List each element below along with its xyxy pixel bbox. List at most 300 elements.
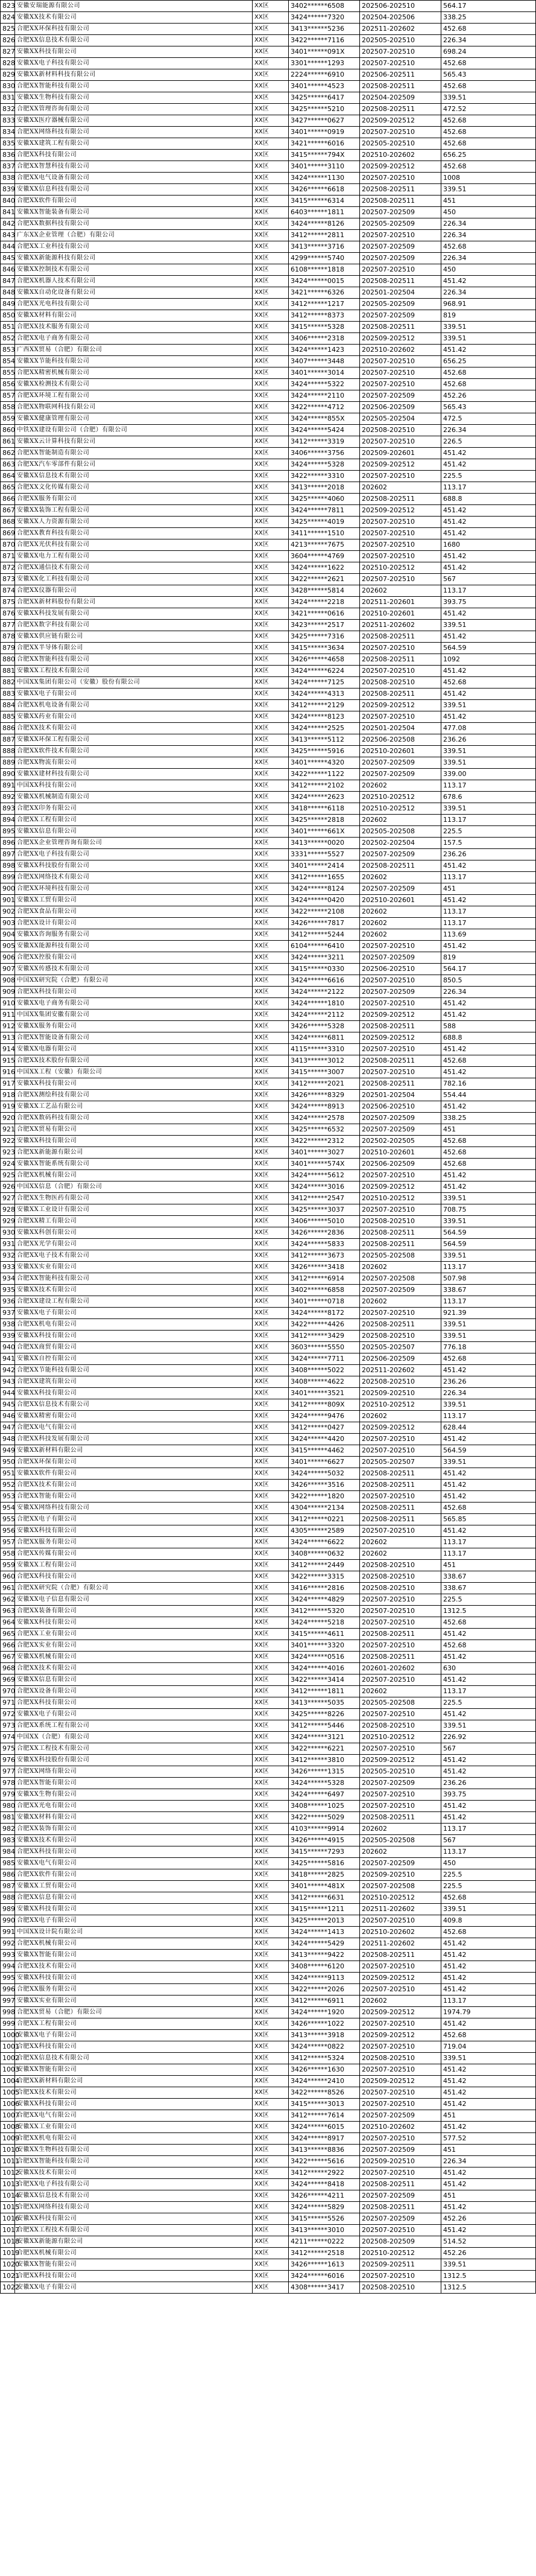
district-cell: XX区 xyxy=(253,322,289,333)
row-number-cell: 847 xyxy=(1,276,15,287)
period-cell: 202507-202510 xyxy=(360,471,441,482)
table-row xyxy=(1,872,536,883)
period-cell: 202509-202512 xyxy=(360,333,441,345)
table-row xyxy=(1,1996,536,2007)
company-name-cell: 安徽XX精密有限公司 xyxy=(15,1411,253,1422)
period-cell: 202511-202602 xyxy=(360,1904,441,1915)
district-cell: XX区 xyxy=(253,459,289,471)
period-cell: 202602 xyxy=(360,1262,441,1273)
district-cell: XX区 xyxy=(253,2053,289,2064)
table-row xyxy=(1,723,536,734)
period-cell: 202508-202511 xyxy=(360,1239,441,1250)
company-name-cell: 合肥XX机电有限公司 xyxy=(15,1319,253,1331)
company-name-cell: 广西XX贸易（合肥）有限公司 xyxy=(15,345,253,356)
table-row xyxy=(1,608,536,620)
amount-cell: 452.68 xyxy=(441,2030,536,2041)
period-cell: 202507-202510 xyxy=(360,2099,441,2110)
id-number-cell: 3413******9422 xyxy=(289,1950,360,1961)
company-name-cell: 安徽XX科技有限公司 xyxy=(15,2099,253,2110)
period-cell: 202508-202511 xyxy=(360,654,441,666)
district-cell: XX区 xyxy=(253,1846,289,1858)
row-number-cell: 894 xyxy=(1,815,15,826)
table-row xyxy=(1,115,536,127)
district-cell: XX区 xyxy=(253,872,289,883)
period-cell: 202507-202509 xyxy=(360,757,441,769)
company-name-cell: 合肥XX数码科技有限公司 xyxy=(15,1113,253,1124)
row-number-cell: 932 xyxy=(1,1250,15,1262)
company-name-cell: 合肥XX机械有限公司 xyxy=(15,1938,253,1950)
id-number-cell: 3422******2026 xyxy=(289,1984,360,1996)
amount-cell: 452.68 xyxy=(441,677,536,689)
row-number-cell: 925 xyxy=(1,1170,15,1181)
amount-cell: 451.42 xyxy=(441,1010,536,1021)
table-row xyxy=(1,826,536,838)
company-name-cell: 合肥XX智能有限公司 xyxy=(15,1491,253,1503)
amount-cell: 450 xyxy=(441,1858,536,1869)
district-cell: XX区 xyxy=(253,127,289,138)
district-cell: XX区 xyxy=(253,585,289,597)
district-cell: XX区 xyxy=(253,2167,289,2179)
amount-cell: 451.42 xyxy=(441,2099,536,2110)
amount-cell: 339.51 xyxy=(441,92,536,104)
amount-cell: 339.51 xyxy=(441,184,536,196)
row-number-cell: 1015 xyxy=(1,2202,15,2213)
row-number-cell: 848 xyxy=(1,287,15,299)
company-name-cell: 合肥XX软件有限公司 xyxy=(15,1869,253,1881)
period-cell: 202508-202511 xyxy=(360,494,441,505)
company-name-cell: 安徽XX科技有限公司 xyxy=(15,1617,253,1629)
district-cell: XX区 xyxy=(253,1101,289,1113)
period-cell: 202509-202512 xyxy=(360,1032,441,1044)
district-cell: XX区 xyxy=(253,769,289,780)
period-cell: 202507-202509 xyxy=(360,1858,441,1869)
id-number-cell: 3407******3448 xyxy=(289,356,360,367)
company-name-cell: 合肥XX技术服务有限公司 xyxy=(15,322,253,333)
district-cell: XX区 xyxy=(253,1170,289,1181)
id-number-cell: 3421******6326 xyxy=(289,287,360,299)
period-cell: 202508-202510 xyxy=(360,1560,441,1571)
row-number-cell: 941 xyxy=(1,1353,15,1365)
district-cell: XX区 xyxy=(253,1262,289,1273)
district-cell: XX区 xyxy=(253,58,289,69)
company-name-cell: 安徽XX建材科技有限公司 xyxy=(15,769,253,780)
row-number-cell: 860 xyxy=(1,425,15,436)
company-name-cell: 合肥XX信息有限公司 xyxy=(15,1892,253,1904)
table-row xyxy=(1,1250,536,1262)
company-name-cell: 安徽XX检测技术有限公司 xyxy=(15,379,253,390)
district-cell: XX区 xyxy=(253,207,289,218)
amount-cell: 226.34 xyxy=(441,287,536,299)
company-name-cell: 合肥XX工程有限公司 xyxy=(15,815,253,826)
id-number-cell: 3422******2621 xyxy=(289,574,360,585)
period-cell: 202508-202510 xyxy=(360,425,441,436)
amount-cell: 451.42 xyxy=(441,1766,536,1778)
amount-cell: 1680 xyxy=(441,539,536,551)
id-number-cell: 3415******0330 xyxy=(289,964,360,975)
amount-cell: 452.68 xyxy=(441,1159,536,1170)
company-name-cell: 合肥XX生物医药有限公司 xyxy=(15,1193,253,1204)
period-cell: 202509-202512 xyxy=(360,2007,441,2018)
amount-cell: 450 xyxy=(441,264,536,276)
period-cell: 202508-202511 xyxy=(360,2179,441,2190)
period-cell: 202508-202511 xyxy=(360,1319,441,1331)
id-number-cell: 3422******1122 xyxy=(289,769,360,780)
amount-cell: 451.42 xyxy=(441,459,536,471)
company-name-cell: 安徽XX科技有限公司 xyxy=(15,1973,253,1984)
id-number-cell: 3401******0919 xyxy=(289,127,360,138)
table-row xyxy=(1,883,536,895)
table-row xyxy=(1,1583,536,1594)
period-cell: 202505-202510 xyxy=(360,35,441,46)
row-number-cell: 890 xyxy=(1,769,15,780)
row-number-cell: 877 xyxy=(1,620,15,631)
amount-cell: 339.51 xyxy=(441,1331,536,1342)
table-row xyxy=(1,895,536,906)
district-cell: XX区 xyxy=(253,1216,289,1227)
district-cell: XX区 xyxy=(253,1136,289,1147)
row-number-cell: 939 xyxy=(1,1331,15,1342)
district-cell: XX区 xyxy=(253,1961,289,1973)
row-number-cell: 990 xyxy=(1,1915,15,1927)
id-number-cell: 3301******1293 xyxy=(289,58,360,69)
company-name-cell: 安徽XX信息技术有限公司 xyxy=(15,471,253,482)
period-cell: 202507-202510 xyxy=(360,517,441,528)
table-row xyxy=(1,528,536,539)
period-cell: 202510-202512 xyxy=(360,2248,441,2259)
company-name-cell: 安徽XX控制技术有限公司 xyxy=(15,264,253,276)
company-name-cell: 合肥XX实业有限公司 xyxy=(15,1640,253,1652)
table-row xyxy=(1,918,536,929)
table-row xyxy=(1,92,536,104)
id-number-cell: 3413******3012 xyxy=(289,1055,360,1067)
district-cell: XX区 xyxy=(253,379,289,390)
amount-cell: 451.42 xyxy=(441,1709,536,1720)
company-name-cell: 安徽XX科技发展有限公司 xyxy=(15,608,253,620)
district-cell: XX区 xyxy=(253,150,289,161)
amount-cell: 339.51 xyxy=(441,803,536,815)
row-number-cell: 966 xyxy=(1,1640,15,1652)
district-cell: XX区 xyxy=(253,287,289,299)
district-cell: XX区 xyxy=(253,551,289,562)
table-row xyxy=(1,1560,536,1571)
id-number-cell: 3424******8126 xyxy=(289,218,360,230)
id-number-cell: 3424******2122 xyxy=(289,987,360,998)
amount-cell: 1092 xyxy=(441,654,536,666)
row-number-cell: 986 xyxy=(1,1869,15,1881)
row-number-cell: 965 xyxy=(1,1629,15,1640)
row-number-cell: 865 xyxy=(1,482,15,494)
district-cell: XX区 xyxy=(253,883,289,895)
table-row xyxy=(1,367,536,379)
id-number-cell: 3424******2410 xyxy=(289,2076,360,2087)
table-row xyxy=(1,1881,536,1892)
company-name-cell: 合肥XX电子技术有限公司 xyxy=(15,1250,253,1262)
amount-cell: 339.51 xyxy=(441,1399,536,1411)
row-number-cell: 829 xyxy=(1,69,15,81)
row-number-cell: 1022 xyxy=(1,2282,15,2294)
id-number-cell: 3412******809X xyxy=(289,1399,360,1411)
amount-cell: 451.42 xyxy=(441,1480,536,1491)
row-number-cell: 913 xyxy=(1,1032,15,1044)
row-number-cell: 887 xyxy=(1,734,15,746)
id-number-cell: 3413******5035 xyxy=(289,1697,360,1709)
row-number-cell: 959 xyxy=(1,1560,15,1571)
amount-cell: 451.42 xyxy=(441,1181,536,1193)
row-number-cell: 1002 xyxy=(1,2053,15,2064)
period-cell: 202507-202510 xyxy=(360,2271,441,2282)
amount-cell: 921.39 xyxy=(441,1308,536,1319)
district-cell: XX区 xyxy=(253,1422,289,1434)
id-number-cell: 3426******2836 xyxy=(289,1227,360,1239)
company-name-cell: 合肥XX软件有限公司 xyxy=(15,196,253,207)
amount-cell: 452.68 xyxy=(441,379,536,390)
id-number-cell: 3424******5612 xyxy=(289,1170,360,1181)
company-name-cell: 安徽XX科技有限公司 xyxy=(15,1388,253,1399)
table-row xyxy=(1,2053,536,2064)
company-name-cell: 合肥XX科技有限公司 xyxy=(15,150,253,161)
table-row xyxy=(1,1422,536,1434)
company-name-cell: 合肥XX研究院（合肥）有限公司 xyxy=(15,1583,253,1594)
period-cell: 202602 xyxy=(360,872,441,883)
amount-cell: 452.68 xyxy=(441,367,536,379)
amount-cell: 339.51 xyxy=(441,1720,536,1732)
id-number-cell: 3424******8418 xyxy=(289,2179,360,2190)
row-number-cell: 874 xyxy=(1,585,15,597)
district-cell: XX区 xyxy=(253,1021,289,1032)
id-number-cell: 3424******9476 xyxy=(289,1411,360,1422)
period-cell: 202507-202510 xyxy=(360,574,441,585)
id-number-cell: 3424******0015 xyxy=(289,276,360,287)
amount-cell: 113.17 xyxy=(441,585,536,597)
amount-cell: 451.42 xyxy=(441,689,536,700)
amount-cell: 577.52 xyxy=(441,2133,536,2145)
amount-cell: 567 xyxy=(441,1743,536,1755)
row-number-cell: 1003 xyxy=(1,2064,15,2076)
district-cell: XX区 xyxy=(253,2156,289,2167)
district-cell: XX区 xyxy=(253,1044,289,1055)
district-cell: XX区 xyxy=(253,1594,289,1606)
company-name-cell: 合肥XX测绘科技有限公司 xyxy=(15,1090,253,1101)
company-name-cell: 合肥XX智慧科技有限公司 xyxy=(15,161,253,173)
amount-cell: 226.34 xyxy=(441,1388,536,1399)
table-row xyxy=(1,666,536,677)
amount-cell: 451 xyxy=(441,2110,536,2122)
table-row xyxy=(1,700,536,711)
table-row xyxy=(1,1468,536,1480)
amount-cell: 630 xyxy=(441,1663,536,1674)
row-number-cell: 954 xyxy=(1,1503,15,1514)
row-number-cell: 879 xyxy=(1,643,15,654)
amount-cell: 452.68 xyxy=(441,115,536,127)
table-row xyxy=(1,413,536,425)
amount-cell: 451.42 xyxy=(441,1984,536,1996)
row-number-cell: 838 xyxy=(1,173,15,184)
table-row xyxy=(1,2248,536,2259)
amount-cell: 451.42 xyxy=(441,631,536,643)
row-number-cell: 942 xyxy=(1,1365,15,1376)
company-name-cell: 安徽XX新材料科技有限公司 xyxy=(15,69,253,81)
id-number-cell: 3401******3014 xyxy=(289,367,360,379)
district-cell: XX区 xyxy=(253,2007,289,2018)
table-row xyxy=(1,906,536,918)
district-cell: XX区 xyxy=(253,826,289,838)
amount-cell: 452.26 xyxy=(441,390,536,402)
period-cell: 202508-202511 xyxy=(360,1652,441,1663)
district-cell: XX区 xyxy=(253,1950,289,1961)
row-number-cell: 1006 xyxy=(1,2099,15,2110)
table-row xyxy=(1,24,536,35)
id-number-cell: 3412******1217 xyxy=(289,299,360,310)
period-cell: 202508-202511 xyxy=(360,276,441,287)
company-name-cell: 安徽XX科技有限公司 xyxy=(15,1904,253,1915)
period-cell: 202511-202602 xyxy=(360,620,441,631)
row-number-cell: 957 xyxy=(1,1537,15,1548)
id-number-cell: 3412******6911 xyxy=(289,1996,360,2007)
period-cell: 202508-202509 xyxy=(360,2236,441,2248)
district-cell: XX区 xyxy=(253,12,289,24)
district-cell: XX区 xyxy=(253,1629,289,1640)
company-name-cell: 合肥XX机械有限公司 xyxy=(15,1170,253,1181)
row-number-cell: 995 xyxy=(1,1973,15,1984)
table-row xyxy=(1,1778,536,1789)
amount-cell: 451 xyxy=(441,196,536,207)
amount-cell: 565.43 xyxy=(441,402,536,413)
company-name-cell: 合肥XX技术股份有限公司 xyxy=(15,1055,253,1067)
table-row xyxy=(1,448,536,459)
district-cell: XX区 xyxy=(253,1697,289,1709)
table-row xyxy=(1,574,536,585)
company-name-cell: 安徽XX化工科技有限公司 xyxy=(15,574,253,585)
period-cell: 202508-202510 xyxy=(360,1571,441,1583)
table-row xyxy=(1,1755,536,1766)
amount-cell: 451.42 xyxy=(441,2202,536,2213)
district-cell: XX区 xyxy=(253,1766,289,1778)
period-cell: 202509-202512 xyxy=(360,2030,441,2041)
id-number-cell: 3424******5328 xyxy=(289,459,360,471)
row-number-cell: 866 xyxy=(1,494,15,505)
district-cell: XX区 xyxy=(253,517,289,528)
period-cell: 202506-202509 xyxy=(360,402,441,413)
company-name-cell: 安徽XX新能源有限公司 xyxy=(15,2236,253,2248)
district-cell: XX区 xyxy=(253,849,289,860)
table-row xyxy=(1,425,536,436)
period-cell: 202508-202511 xyxy=(360,631,441,643)
district-cell: XX区 xyxy=(253,2179,289,2190)
period-cell: 202505-202509 xyxy=(360,299,441,310)
id-number-cell: 3412******0221 xyxy=(289,1514,360,1525)
company-name-cell: 合肥XX新能源有限公司 xyxy=(15,1147,253,1159)
id-number-cell: 3425******5210 xyxy=(289,104,360,115)
row-number-cell: 856 xyxy=(1,379,15,390)
period-cell: 202507-202510 xyxy=(360,1434,441,1445)
district-cell: XX区 xyxy=(253,1583,289,1594)
amount-cell: 567 xyxy=(441,574,536,585)
table-row xyxy=(1,1376,536,1388)
period-cell: 202602 xyxy=(360,1548,441,1560)
company-name-cell: 合肥XX网络科技有限公司 xyxy=(15,2202,253,2213)
company-name-cell: 安徽XX信息有限公司 xyxy=(15,826,253,838)
row-number-cell: 905 xyxy=(1,941,15,952)
district-cell: XX区 xyxy=(253,906,289,918)
id-number-cell: 3422******3315 xyxy=(289,1571,360,1583)
period-cell: 202507-202510 xyxy=(360,539,441,551)
row-number-cell: 987 xyxy=(1,1881,15,1892)
id-number-cell: 3424******4420 xyxy=(289,1434,360,1445)
id-number-cell: 3424******1413 xyxy=(289,1927,360,1938)
period-cell: 202507-202510 xyxy=(360,230,441,241)
table-row xyxy=(1,2110,536,2122)
id-number-cell: 6104******6410 xyxy=(289,941,360,952)
company-name-cell: 安徽XX技术有限公司 xyxy=(15,1835,253,1846)
period-cell: 202507-202510 xyxy=(360,2041,441,2053)
district-cell: XX区 xyxy=(253,1640,289,1652)
district-cell: XX区 xyxy=(253,1353,289,1365)
id-number-cell: 3424******8917 xyxy=(289,2133,360,2145)
company-name-cell: 安徽XX自动化设备有限公司 xyxy=(15,287,253,299)
row-number-cell: 974 xyxy=(1,1732,15,1743)
company-name-cell: 安徽XX科技有限公司 xyxy=(15,1136,253,1147)
table-row xyxy=(1,769,536,780)
period-cell: 202507-202510 xyxy=(360,1044,441,1055)
table-row xyxy=(1,1434,536,1445)
district-cell: XX区 xyxy=(253,1468,289,1480)
district-cell: XX区 xyxy=(253,1399,289,1411)
amount-cell: 338.67 xyxy=(441,1571,536,1583)
table-row xyxy=(1,1342,536,1353)
row-number-cell: 984 xyxy=(1,1846,15,1858)
row-number-cell: 936 xyxy=(1,1296,15,1308)
row-number-cell: 914 xyxy=(1,1044,15,1055)
table-row xyxy=(1,803,536,815)
row-number-cell: 999 xyxy=(1,2018,15,2030)
period-cell: 202505-202510 xyxy=(360,1766,441,1778)
table-row xyxy=(1,562,536,574)
period-cell: 202507-202510 xyxy=(360,1308,441,1319)
table-row xyxy=(1,69,536,81)
company-name-cell: 合肥XX网络科技有限公司 xyxy=(15,127,253,138)
period-cell: 202509-202511 xyxy=(360,2259,441,2271)
id-number-cell: 3424******5328 xyxy=(289,1778,360,1789)
table-row xyxy=(1,1044,536,1055)
row-number-cell: 873 xyxy=(1,574,15,585)
amount-cell: 451.42 xyxy=(441,895,536,906)
district-cell: XX区 xyxy=(253,471,289,482)
row-number-cell: 1007 xyxy=(1,2110,15,2122)
amount-cell: 113.17 xyxy=(441,1824,536,1835)
id-number-cell: 3401******4523 xyxy=(289,81,360,92)
id-number-cell: 3422******6221 xyxy=(289,1743,360,1755)
amount-cell: 565.43 xyxy=(441,69,536,81)
row-number-cell: 867 xyxy=(1,505,15,517)
company-name-cell: 安徽XX电子科技有限公司 xyxy=(15,58,253,69)
id-number-cell: 3422******5616 xyxy=(289,2156,360,2167)
period-cell: 202602 xyxy=(360,906,441,918)
district-cell: XX区 xyxy=(253,1858,289,1869)
district-cell: XX区 xyxy=(253,1537,289,1548)
table-row xyxy=(1,952,536,964)
company-name-cell: 安徽XX新材料有限公司 xyxy=(15,1445,253,1457)
row-number-cell: 950 xyxy=(1,1457,15,1468)
row-number-cell: 1021 xyxy=(1,2271,15,2282)
period-cell: 202510-202602 xyxy=(360,2122,441,2133)
row-number-cell: 859 xyxy=(1,413,15,425)
company-name-cell: 合肥XX电气有限公司 xyxy=(15,1422,253,1434)
company-name-cell: 安徽XX电子有限公司 xyxy=(15,2282,253,2294)
table-row xyxy=(1,1663,536,1674)
amount-cell: 339.51 xyxy=(441,322,536,333)
amount-cell: 451.42 xyxy=(441,1938,536,1950)
amount-cell: 339.51 xyxy=(441,1250,536,1262)
